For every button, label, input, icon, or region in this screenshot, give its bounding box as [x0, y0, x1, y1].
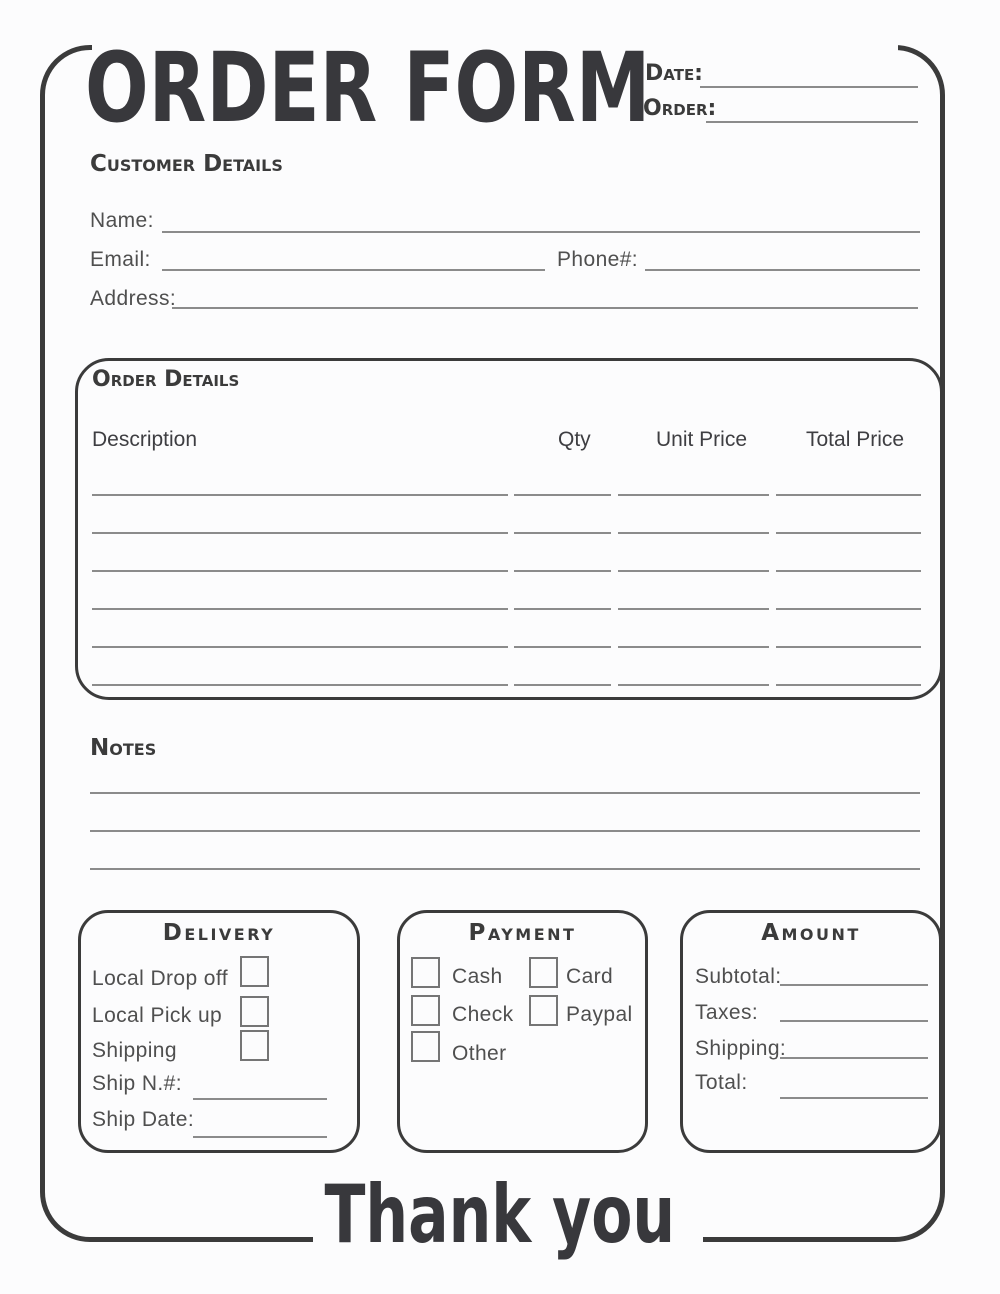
shipping-amount-label: Shipping:: [695, 1037, 787, 1060]
order-number-label: Order:: [643, 96, 717, 121]
local-drop-off-label: Local Drop off: [92, 967, 228, 990]
address-label: Address:: [90, 287, 177, 310]
other-label: Other: [452, 1042, 507, 1065]
local-pick-up-label: Local Pick up: [92, 1004, 223, 1027]
name-label: Name:: [90, 209, 154, 232]
total-field-line[interactable]: [780, 1097, 928, 1099]
email-field-line[interactable]: [162, 269, 545, 271]
unit-price-field-line[interactable]: [618, 608, 769, 610]
order-number-field-line[interactable]: [706, 121, 918, 123]
notes-header: Notes: [90, 735, 157, 761]
name-field-line[interactable]: [162, 231, 920, 233]
check-checkbox[interactable]: [411, 995, 440, 1026]
subtotal-label: Subtotal:: [695, 965, 782, 988]
notes-field-line[interactable]: [90, 868, 920, 870]
unit-price-field-line[interactable]: [618, 532, 769, 534]
column-header-qty: Qty: [558, 428, 591, 451]
date-label: Date:: [645, 61, 703, 86]
description-field-line[interactable]: [92, 608, 508, 610]
order-details-box: [75, 358, 943, 700]
paypal-label: Paypal: [566, 1003, 633, 1026]
paypal-checkbox[interactable]: [529, 995, 558, 1026]
column-header-total-price: Total Price: [806, 428, 905, 451]
total-price-field-line[interactable]: [776, 570, 921, 572]
customer-details-header: Customer Details: [90, 151, 283, 177]
cash-checkbox[interactable]: [411, 957, 440, 988]
amount-header: Amount: [761, 920, 861, 946]
qty-field-line[interactable]: [514, 570, 611, 572]
column-header-description: Description: [92, 428, 198, 451]
delivery-header: Delivery: [162, 920, 276, 946]
qty-field-line[interactable]: [514, 494, 611, 496]
date-field-line[interactable]: [700, 86, 918, 88]
unit-price-field-line[interactable]: [618, 646, 769, 648]
description-field-line[interactable]: [92, 494, 508, 496]
total-price-field-line[interactable]: [776, 608, 921, 610]
address-field-line[interactable]: [172, 307, 918, 309]
notes-field-line[interactable]: [90, 792, 920, 794]
shipping-checkbox[interactable]: [240, 1030, 269, 1061]
order-details-header: Order Details: [92, 367, 240, 392]
qty-field-line[interactable]: [514, 532, 611, 534]
ship-date-label: Ship Date:: [92, 1108, 195, 1131]
description-field-line[interactable]: [92, 532, 508, 534]
shipping-option-label: Shipping: [92, 1039, 177, 1062]
card-label: Card: [566, 965, 614, 988]
notes-field-line[interactable]: [90, 830, 920, 832]
taxes-label: Taxes:: [695, 1001, 759, 1024]
cash-label: Cash: [452, 965, 503, 988]
phone-label: Phone#:: [557, 248, 639, 271]
total-label: Total:: [695, 1071, 748, 1094]
total-price-field-line[interactable]: [776, 646, 921, 648]
page-title: ORDER FORM: [85, 32, 651, 144]
total-price-field-line[interactable]: [776, 532, 921, 534]
qty-field-line[interactable]: [514, 684, 611, 686]
card-checkbox[interactable]: [529, 957, 558, 988]
email-label: Email:: [90, 248, 151, 271]
qty-field-line[interactable]: [514, 608, 611, 610]
ship-date-field-line[interactable]: [193, 1136, 327, 1138]
thank-you-wrap: [0, 1168, 1000, 1261]
qty-field-line[interactable]: [514, 646, 611, 648]
total-price-field-line[interactable]: [776, 494, 921, 496]
description-field-line[interactable]: [92, 684, 508, 686]
unit-price-field-line[interactable]: [618, 570, 769, 572]
taxes-field-line[interactable]: [780, 1020, 928, 1022]
other-checkbox[interactable]: [411, 1031, 440, 1062]
local-pick-up-checkbox[interactable]: [240, 996, 269, 1027]
unit-price-field-line[interactable]: [618, 684, 769, 686]
thank-you-text: Thank you: [324, 1168, 676, 1261]
total-price-field-line[interactable]: [776, 684, 921, 686]
phone-field-line[interactable]: [645, 269, 920, 271]
column-header-unit-price: Unit Price: [656, 428, 748, 451]
local-drop-off-checkbox[interactable]: [240, 956, 269, 987]
description-field-line[interactable]: [92, 646, 508, 648]
ship-number-field-line[interactable]: [193, 1098, 327, 1100]
description-field-line[interactable]: [92, 570, 508, 572]
shipping-amount-field-line[interactable]: [780, 1057, 928, 1059]
subtotal-field-line[interactable]: [780, 984, 928, 986]
payment-header: Payment: [468, 920, 577, 946]
amount-box: [680, 910, 942, 1153]
check-label: Check: [452, 1003, 514, 1026]
unit-price-field-line[interactable]: [618, 494, 769, 496]
ship-number-label: Ship N.#:: [92, 1072, 182, 1095]
